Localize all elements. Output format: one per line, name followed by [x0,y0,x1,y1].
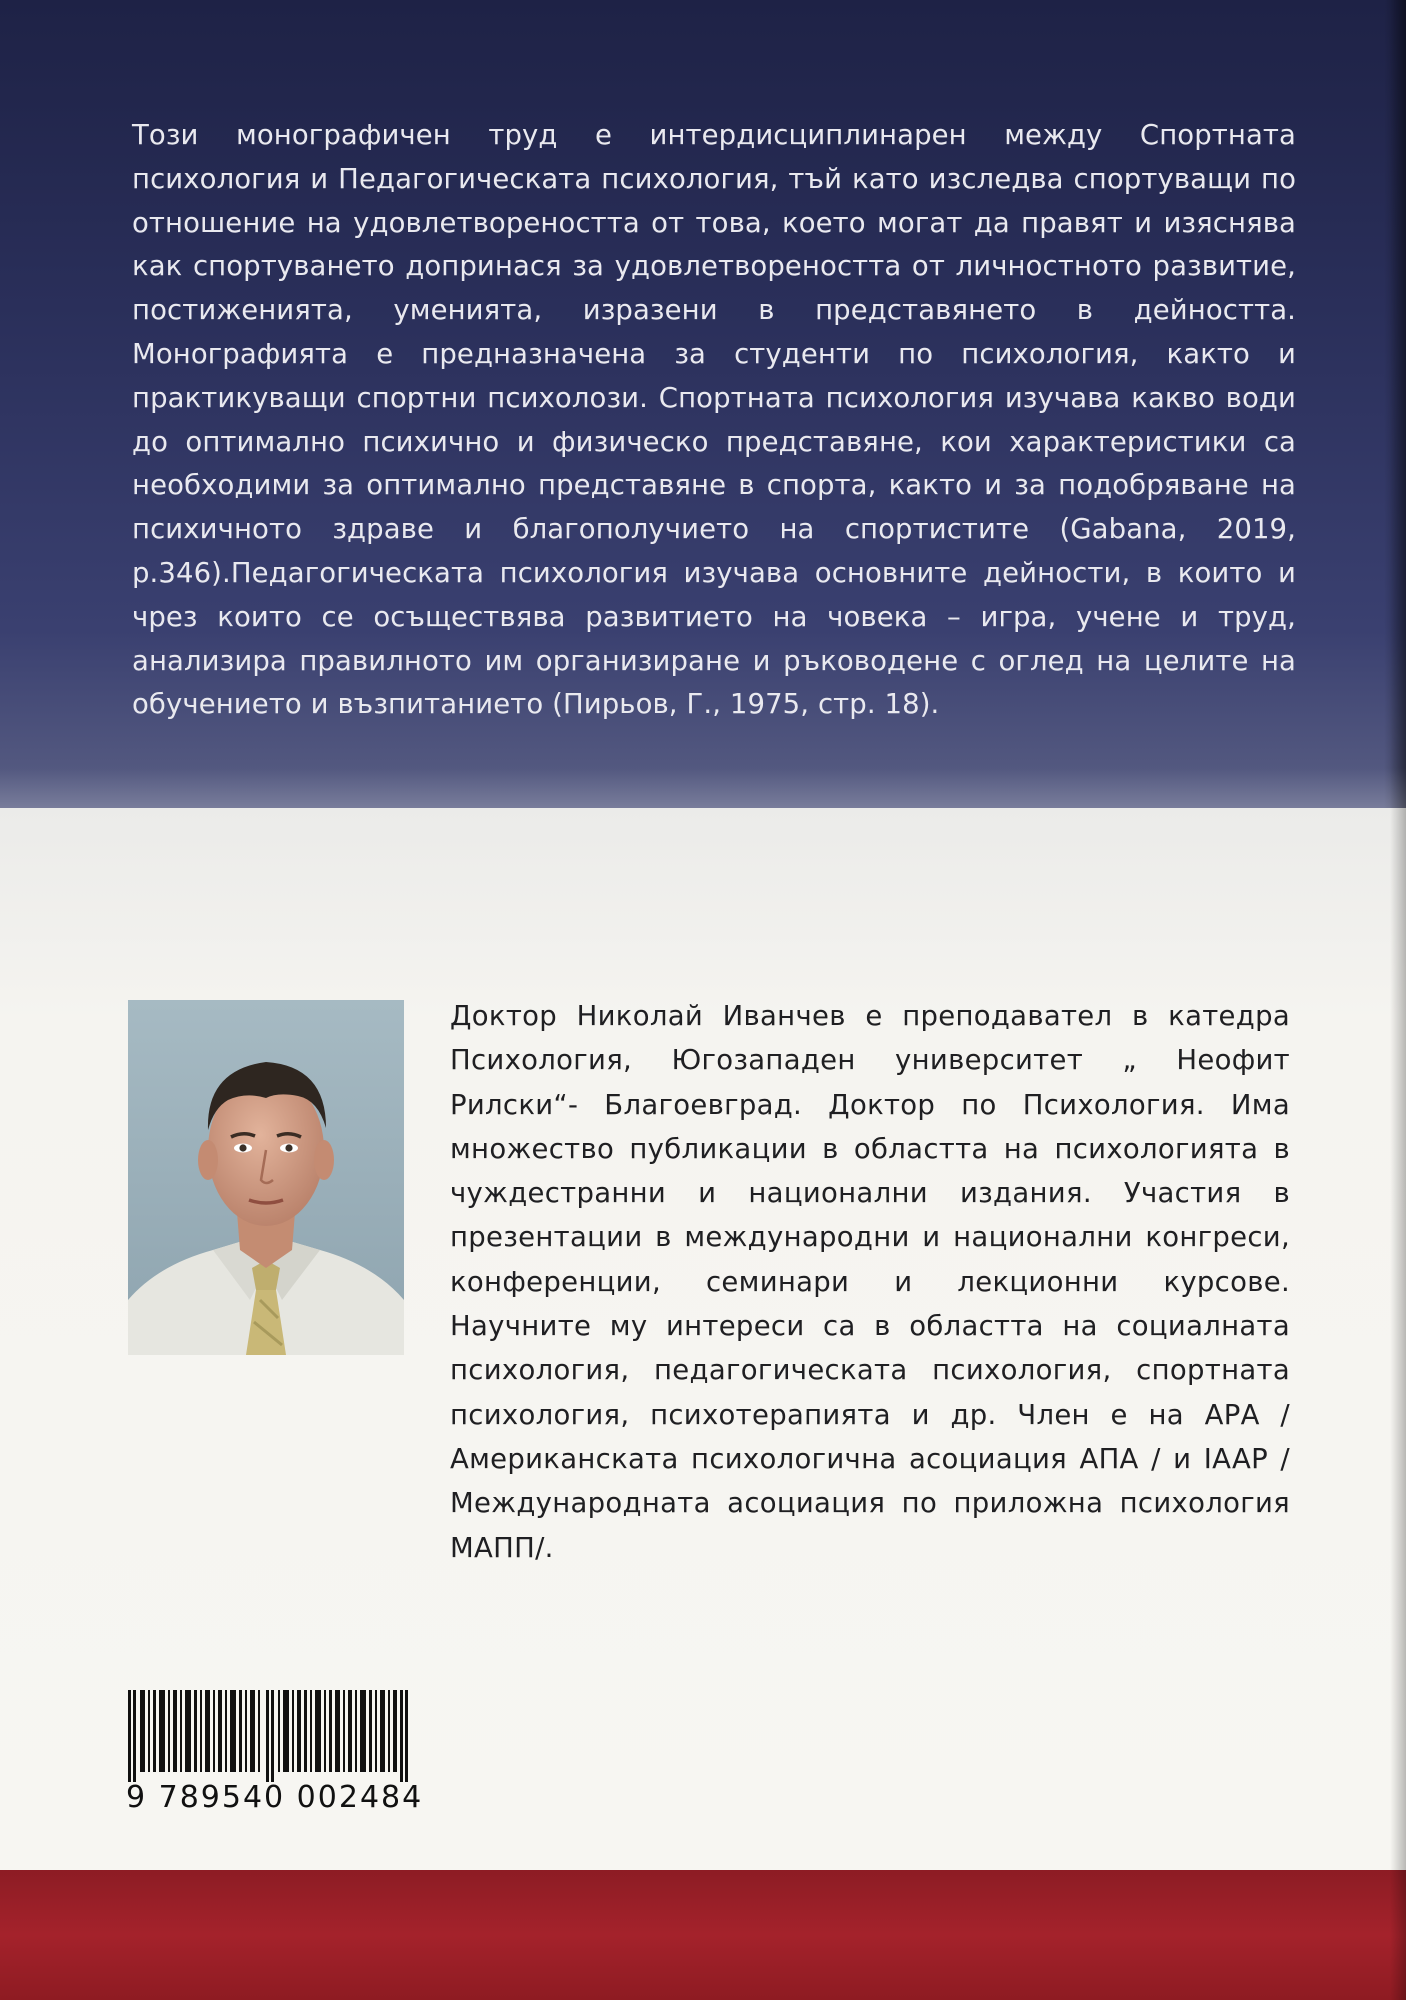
author-portrait-image [128,1000,404,1355]
band-fade [0,768,1406,808]
author-bio: Доктор Николай Иванчев е преподавател в катедра Психология, Югозападен университет „ Неофит Рилски“- Благоевград. Доктор по Психология. Има множество публикации в областта на психологията в чуждестранни и национални издания. Участия в презентации в международни и национални конгреси, конференции, семинари и лекционни курсове. Научните му интереси са в областта на социалната психология, педагогическата психология, спортната психология, психотерапията и др. Член е на АРА /Американската психологична асоциация АПА / и IAAP /Международната асоциация по приложна психология МАПП/. [450,1000,1290,1564]
bottom-red-band [0,1870,1406,2000]
band-edge-shadow [1384,0,1406,808]
top-navy-band [0,0,1406,808]
book-description: Този монографичен труд е интердисциплинарен между Спортната психология и Педагогическата психология, тъй като изследва спортуващи по отношение на удовлетвореността от това, което могат да правят и изяснява как спортуването допринася за удовлетвореността от личностното развитие, постиженията, уменията, изразени в представянето в дейността. Монографията е предназначена за студенти по психология, както и практикуващи спортни психолози. Спортната психология изучава какво води до оптимално психично и физическо представяне, кои характеристики са необходими за оптимално представяне в спорта, както и за подобряване на психичното здраве и благополучието на спортистите (Gabana, 2019, р.346).Педагогическата психология изучава основните дейности, в които и чрез които се осъществява развитието на човека – игра, учене и труд, анализира правилното им организиране и ръководене с оглед на целите на обучението и възпитанието (Пирьов, Г., 1975, стр. 18). [132,119,1296,721]
barcode-image [128,1690,428,1782]
isbn-number: 9 789540 002484 [126,1780,424,1815]
author-photo [128,1000,404,1355]
